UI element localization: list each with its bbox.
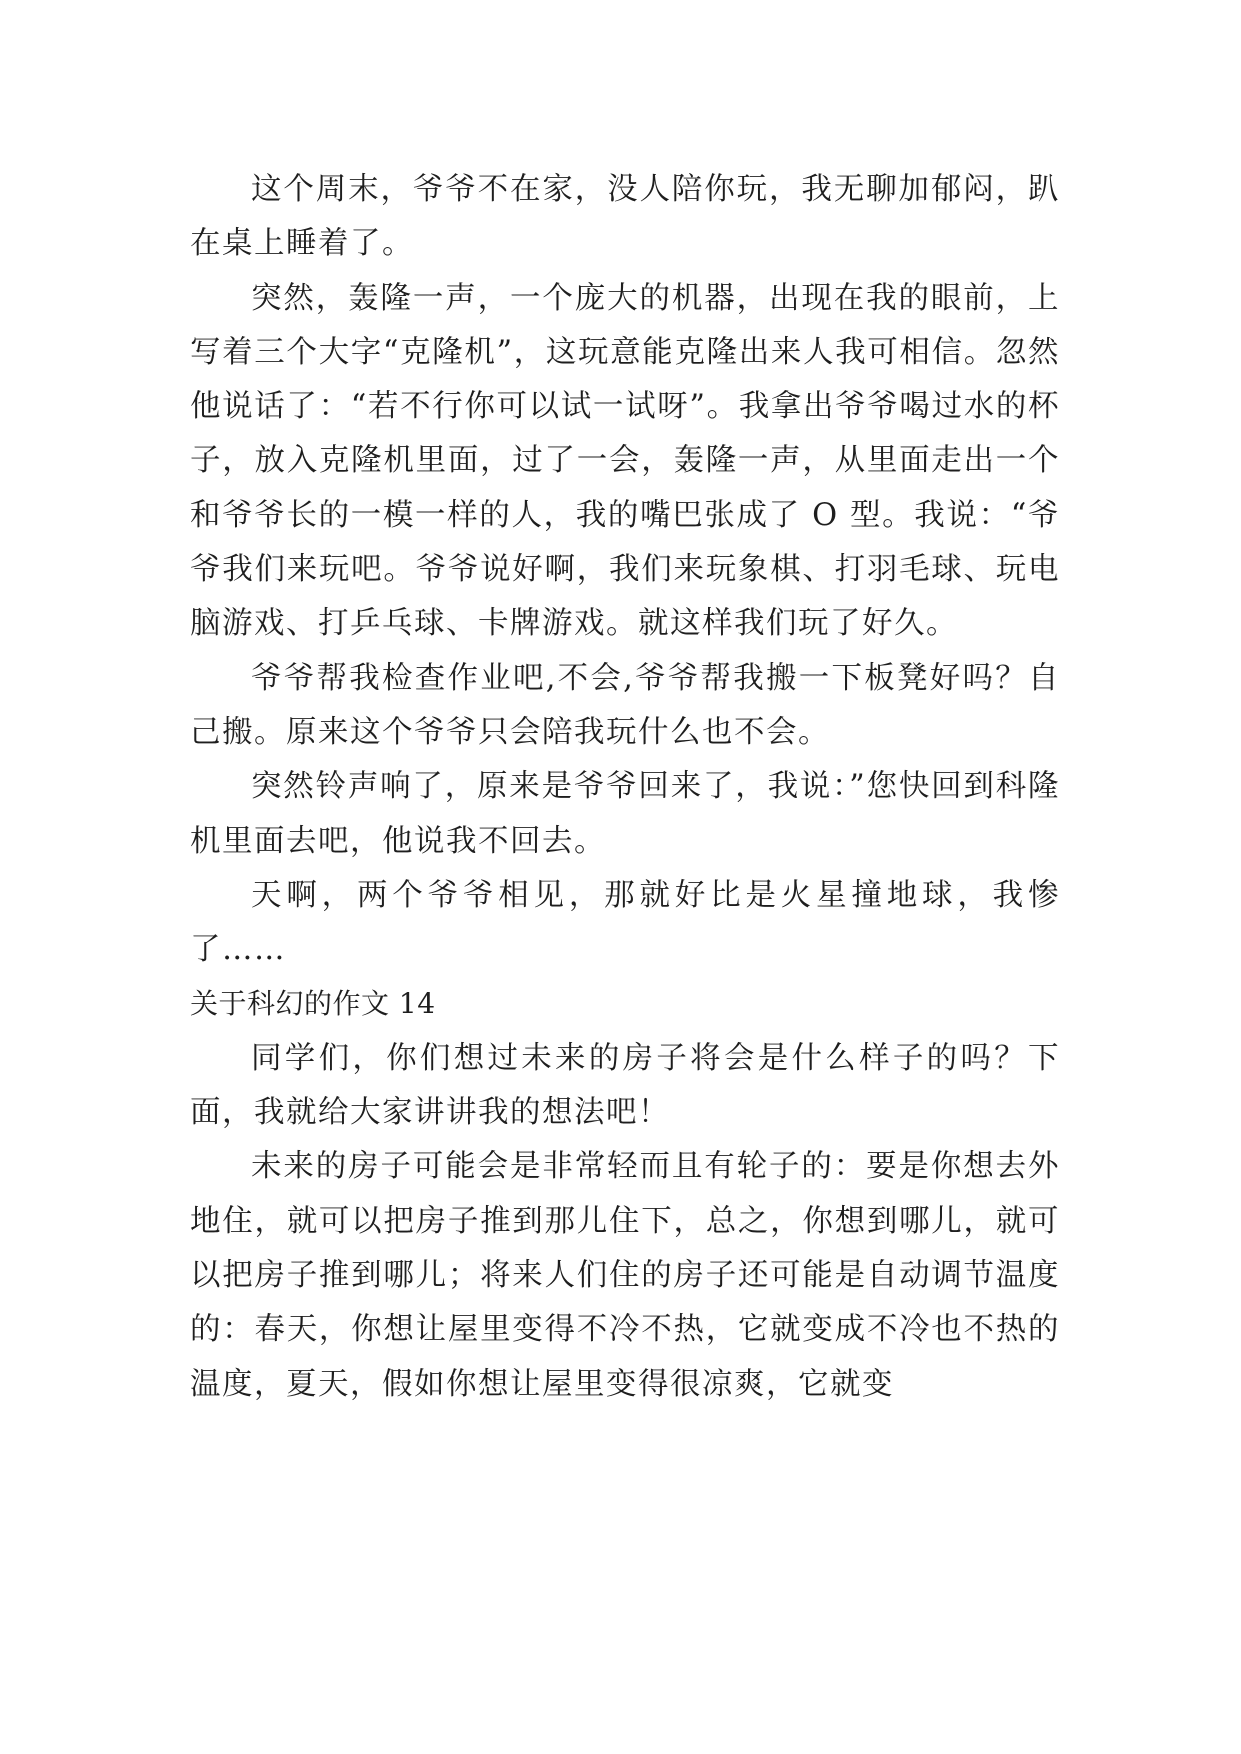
document-body <box>190 163 1060 1412</box>
paragraph: 这个周末，爷爷不在家，没人陪你玩，我无聊加郁闷，趴在桌上睡着了。 <box>190 172 1060 262</box>
paragraph: 天啊，两个爷爷相见，那就好比是火星撞地球，我惨了…… <box>190 877 1060 968</box>
paragraph: 爷爷帮我检查作业吧,不会,爷爷帮我搬一下板凳好吗？自己搬。原来这个爷爷只会陪我玩什么也不会。 <box>190 660 1060 750</box>
paragraph: 突然，轰隆一声，一个庞大的机器，出现在我的眼前，上写着三个大字“克隆机”，这玩意能克隆出来人我可相信。忽然他说话了：“若不行你可以试一试呀”。我拿出爷爷喝过水的杯子，放入克隆机里面，过了一会，轰隆一声，从里面走出一个和爷爷长的一模一样的人，我的嘴巴张成了 O 型。我说：“爷爷我们来玩吧。爷爷说好啊，我们来玩象棋、打羽毛球、玩电脑游戏、打乒乓球、卡牌游戏。就这样我们玩了好久。 <box>190 280 1060 642</box>
paragraph: 未来的房子可能会是非常轻而且有轮子的：要是你想去外地住，就可以把房子推到那儿住下，总之，你想到哪儿，就可以把房子推到哪儿；将来人们住的房子还可能是自动调节温度的：春天，你想让屋里变得不冷不热，它就变成不冷也不热的温度，夏天，假如你想让屋里变得很凉爽，它就变 <box>190 1149 1060 1402</box>
paragraph: 同学们，你们想过未来的房子将会是什么样子的吗？下面，我就给大家讲讲我的想法吧！ <box>190 1040 1060 1131</box>
paragraph: 突然铃声响了，原来是爷爷回来了，我说：”您快回到科隆机里面去吧，他说我不回去。 <box>190 769 1060 859</box>
section-heading: 关于科幻的作文 14 <box>190 987 436 1021</box>
